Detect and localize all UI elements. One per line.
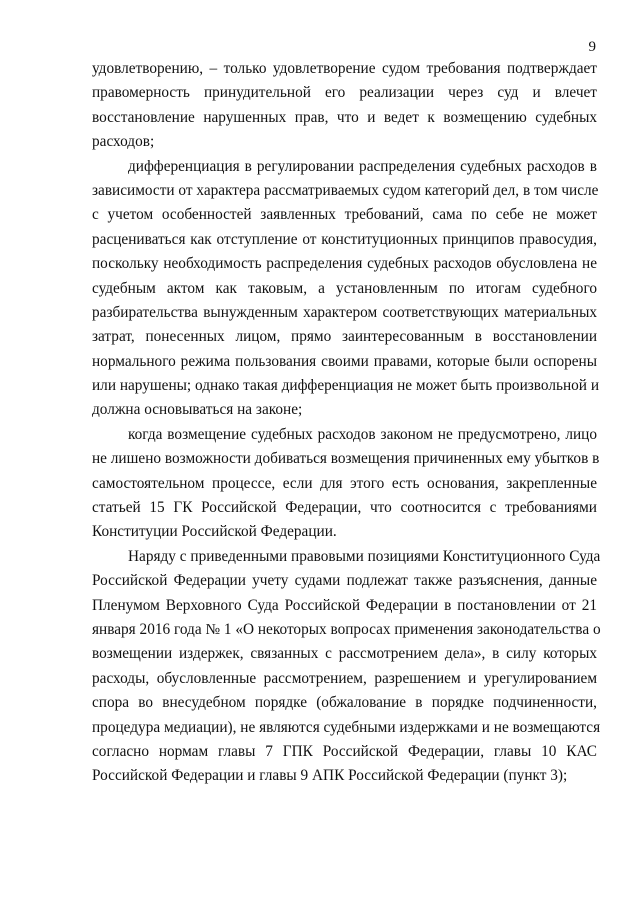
text-line: правомерность принудительной его реализации через суд и влечет: [92, 84, 597, 102]
text-line: не лишено возможности добиваться возмещения причиненных ему убытков в: [92, 450, 600, 468]
text-line: нормального режима пользования своими правами, которые были оспорены: [92, 352, 597, 370]
text-line: судебным актом как таковым, а установленным по итогам судебного: [92, 279, 597, 297]
text-line: Конституции Российской Федерации.: [92, 523, 337, 541]
paragraph: [92, 423, 600, 545]
text-line: восстановление нарушенных прав, что и ведет к возмещению судебных: [92, 108, 597, 126]
text-line: или нарушены; однако такая дифференциация не может быть произвольной и: [92, 377, 599, 395]
text-line: с учетом особенностей заявленных требований, сама по себе не может: [92, 206, 597, 224]
text-line: Пленумом Верховного Суда Российской Федерации в постановлении от 21: [92, 596, 597, 614]
paragraph: [92, 545, 601, 789]
text-line: удовлетворению, – только удовлетворение судом требования подтверждает: [92, 60, 597, 77]
text-line: зависимости от характера рассматриваемых судом категорий дел, в том числе: [92, 181, 599, 199]
page-number: 9: [588, 39, 596, 55]
text-line: Российской Федерации и главы 9 АПК Российской Федерации (пункт 3);: [92, 767, 568, 785]
text-line: возмещении издержек, связанных с рассмотрением дела», в силу которых: [92, 645, 597, 663]
text-line: дифференциация в регулировании распределения судебных расходов в: [128, 157, 597, 175]
paragraph: [92, 155, 597, 423]
text-line: когда возмещение судебных расходов законом не предусмотрено, лицо: [128, 425, 597, 443]
text-line: января 2016 года № 1 «О некоторых вопросах применения законодательства о: [92, 620, 601, 638]
text-line: должна основываться на законе;: [92, 401, 303, 419]
text-line: затрат, понесенных лицом, прямо заинтересованным в восстановлении: [92, 328, 597, 346]
text-line: разбирательства вынужденным характером соответствующих материальных: [92, 303, 597, 321]
text-line: поскольку необходимость распределения судебных расходов обусловлена не: [92, 255, 597, 273]
text-line: Российской Федерации учету судами подлежат также разъяснения, данные: [92, 572, 597, 590]
text-line: самостоятельном процессе, если для этого есть основания, закрепленные: [92, 474, 597, 492]
paragraph: [92, 57, 597, 155]
text-line: спора во внесудебном порядке (обжалование в порядке подчиненности,: [92, 694, 597, 712]
text-line: Наряду с приведенными правовыми позициями Конституционного Суда: [128, 547, 601, 565]
text-line: расцениваться как отступление от конституционных принципов правосудия,: [92, 230, 597, 248]
document-body: [92, 57, 601, 789]
text-line: расходов;: [92, 133, 155, 151]
text-line: статьей 15 ГК Российской Федерации, что соотносится с требованиями: [92, 499, 597, 517]
text-line: расходы, обусловленные рассмотрением, разрешением и урегулированием: [92, 669, 597, 687]
text-line: согласно нормам главы 7 ГПК Российской Федерации, главы 10 КАС: [92, 742, 597, 760]
text-line: процедура медиации), не являются судебными издержками и не возмещаются: [92, 718, 601, 736]
